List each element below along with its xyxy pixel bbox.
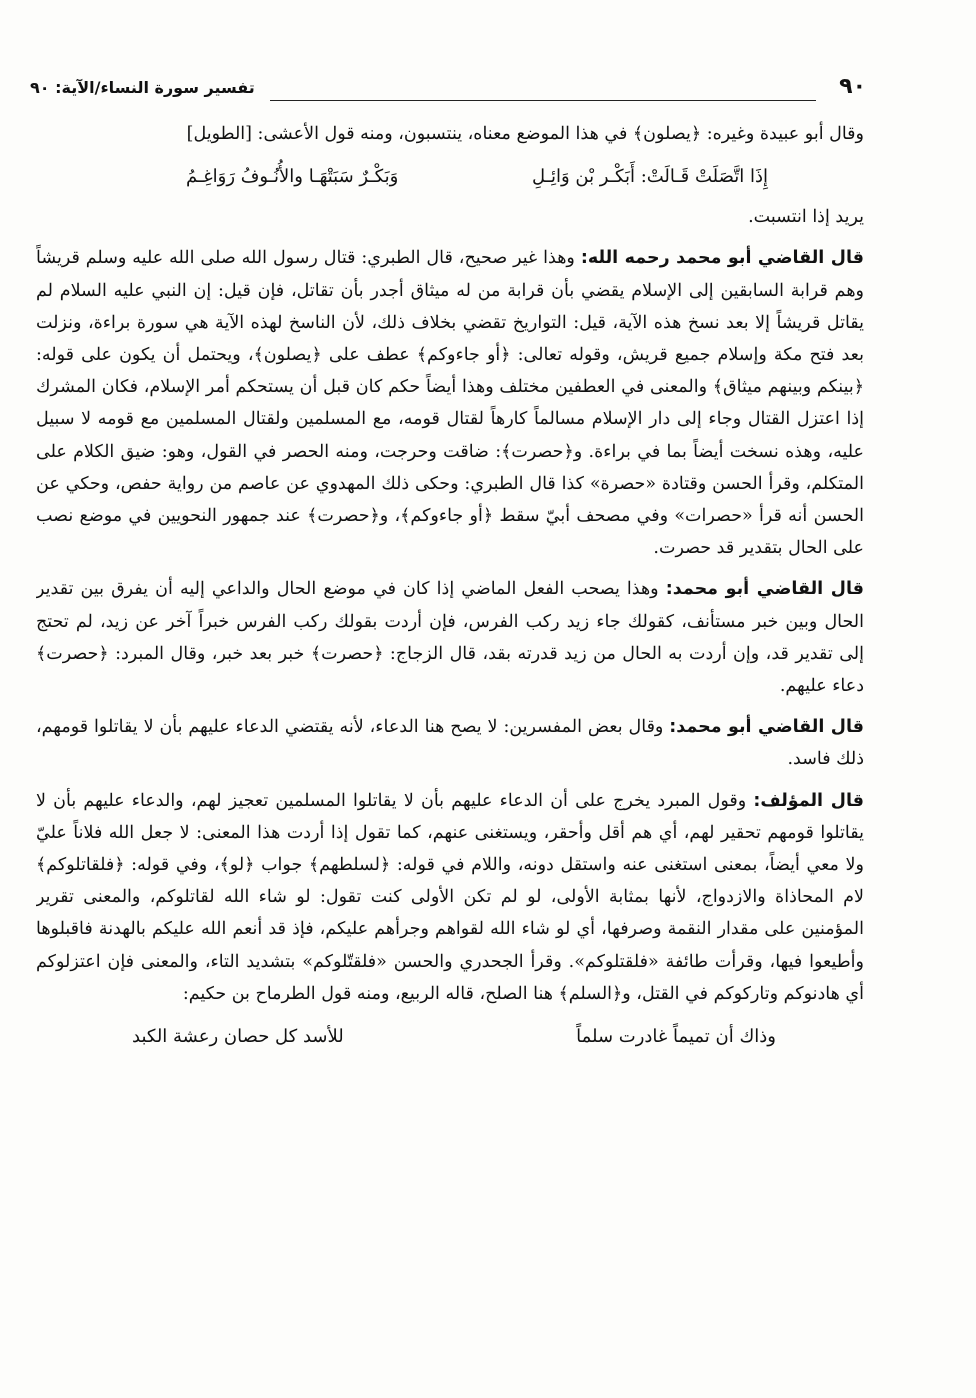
verse-2 — [36, 1019, 864, 1055]
verse-2-first-hemistich: وذاك أن تميماً غادرت سلماً — [576, 1026, 776, 1048]
verse-1 — [36, 159, 864, 195]
paragraph-3-text: وهذا غير صحيح، قال الطبري: قتال رسول الله صلى الله عليه وسلم قريشاً وهم قرابة السابقين إلى الإسلام يقضي بأن قرابة من له ميثاق أجدر بأن تقاتل، فإن قيل: إن النبي عليه السلام لم يقاتل قريشاً إلا بعد نسخ هذه الآية، قيل: التواريخ تقضي بخلاف ذلك، لأن الناسخ لهذه الآية هي سورة براءة، ونزلت بعد فتح مكة وإسلام جميع قريش، وقوله تعالى: ﴿أو جاءوكم﴾ عطف على ﴿يصلون﴾، ويحتمل أن يكون على قوله: ﴿بينكم وبينهم ميثاق﴾ والمعنى في العطفين مختلف وهذا أيضاً حكم كان قبل أن يستحكم أمر الإسلام، فكان المشرك إذا اعتزل القتال وجاء إلى دار الإسلام مسالماً كارهاً لقتال قومه، مع المسلمين ولقتال المسلمين مع قومه لا سبيل عليه، وهذه نسخت أيضاً بما في براءة. و﴿حصرت﴾: ضاقت وحرجت، ومنه الحصر في القول، وهو: ضيق الكلام على المتكلم، وقرأ الحسن وقتادة «حصرة» كذا قال الطبري: وحكى ذلك المهدوي عن عاصم من رواية حفص، وحكي عن الحسن أنه قرأ «حصرات» وفي مصحف أبيّ سقط ﴿أو جاءوكم﴾، و﴿حصرت﴾ عند جمهور النحويين في موضع نصب على الحال بتقدير قد حصرت. — [36, 248, 864, 559]
paragraph-5 — [36, 711, 864, 775]
page-header — [30, 72, 866, 104]
page-body — [36, 118, 864, 1388]
header-rule — [270, 100, 816, 101]
paragraph-4-text: وهذا يصحب الفعل الماضي إذا كان في موضع الحال والداعي إليه أن يفرق بين تقدير الحال وبين خبر مستأنف، كقولك جاء زيد ركب الفرس، فإن أردت بقولك ركب الفرس خبراً آخر عن زيد، لم تحتج إلى تقدير قد، وإن أردت به الحال من زيد قدرته بقد، قال الزجاج: ﴿حصرت﴾ خبر بعد خبر، وقال المبرد: ﴿حصرت﴾ دعاء عليهم. — [36, 579, 864, 697]
verse-1-first-hemistich: إِذَا اتَّصَلَتْ قَـالَتْ: أَبَكْـر بْن وَائِـلِ — [532, 166, 768, 188]
paragraph-5-lead: قال القاضي أبو محمد: — [669, 717, 864, 738]
verse-1-second-hemistich: وَبَكْـرٌ سَبَتْهَـا والأُنُـوفُ رَوَاغِـمُ — [186, 166, 399, 188]
paragraph-6 — [36, 785, 864, 1010]
page-number: ٩٠ — [839, 74, 866, 99]
paragraph-6-lead: قال المؤلف: — [753, 790, 864, 811]
paragraph-5-text: وقال بعض المفسرين: لا يصح هنا الدعاء، لأنه يقتضي الدعاء عليهم بأن لا يقاتلوا قومهم، ذلك فاسد. — [36, 717, 864, 770]
paragraph-4-lead: قال القاضي أبو محمد: — [665, 579, 864, 600]
paragraph-3 — [36, 242, 864, 564]
paragraph-2: يريد إذا انتسبت. — [748, 207, 864, 228]
paragraph-4 — [36, 573, 864, 702]
paragraph-3-lead: قال القاضي أبو محمد رحمه الله: — [580, 248, 864, 269]
running-title: تفسير سورة النساء/الآية: ٩٠ — [30, 78, 255, 97]
paragraph-1: وقال أبو عبيدة وغيره: ﴿يصلون﴾ في هذا الموضع معناه، ينتسبون، ومنه قول الأعشى: [الطويل] — [186, 124, 864, 144]
verse-2-second-hemistich: للأسد كل حصان رعشة الكبد — [132, 1026, 344, 1048]
paragraph-6-text: وقول المبرد يخرج على أن الدعاء عليهم بأن لا يقاتلوا المسلمين تعجيز لهم، والدعاء عليهم بأن لا يقاتلوا قومهم تحقير لهم، أي هم أقل وأحقر، ويستغنى عنهم، كما تقول إذا أردت هذا المعنى: لا جعل الله فلاناً عليّ ولا معي أيضاً، بمعنى استغنى عنه واستقل دونه، واللام في قوله: ﴿لسلطهم﴾ جواب ﴿لو﴾، وفي قوله: ﴿فلقاتلوكم﴾ لام المحاذاة والازدواج، لأنها بمثابة الأولى، لو لم تكن الأولى كنت تقول: لو شاء الله لقاتلوكم، والمعنى تقرير المؤمنين على مقدار النقمة وصرفها، أي لو شاء الله لقواهم وجرأهم عليكم، فإذ قد أنعم الله عليكم بالهدنة فاقبلوها وأطيعوا فيها، وقرأت طائفة «فلقتلوكم». وقرأ الجحدري والحسن «فلقتّلوكم» بتشديد التاء، والمعنى فإن اعتزلوكم أي هادنوكم وتاركوكم في القتل، و﴿السلم﴾ هنا الصلح، قاله الربيع، ومنه قول الطرماح بن حكيم: — [36, 790, 864, 1004]
